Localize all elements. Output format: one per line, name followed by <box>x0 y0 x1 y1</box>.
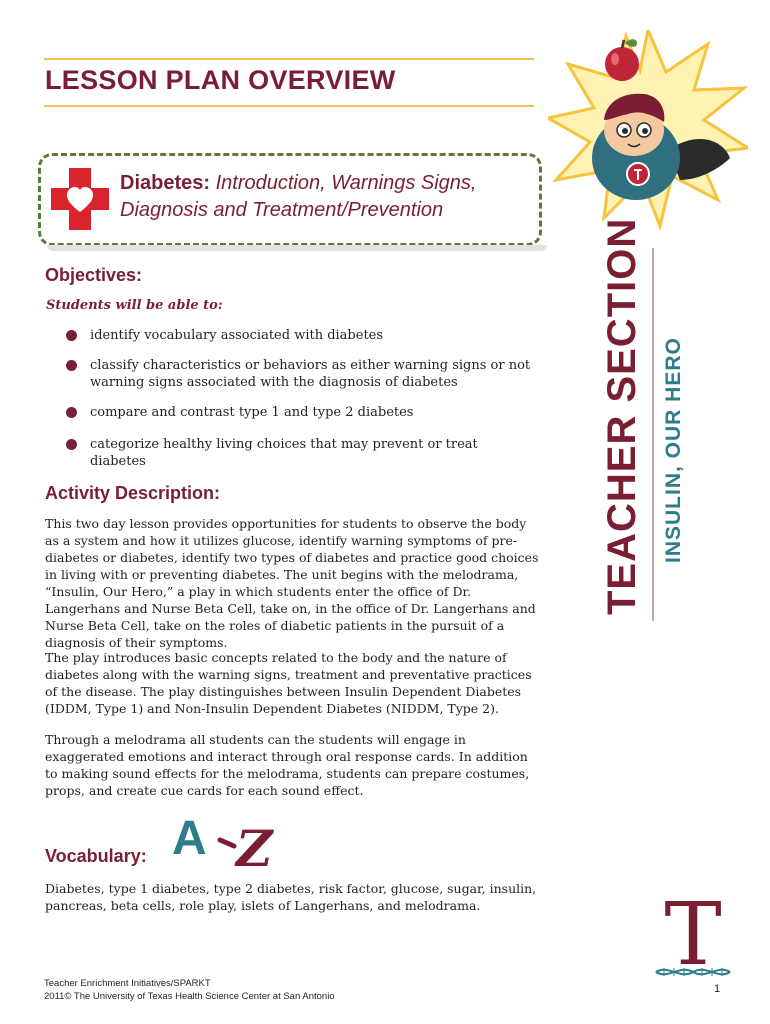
objectives-lead: Students will be able to: <box>46 298 223 313</box>
objective-text: categorize healthy living choices that may prevent or treat diabetes <box>90 437 478 469</box>
footer-line-2: 2011© The University of Texas Health Science Center at San Antonio <box>44 991 335 1002</box>
list-item <box>66 436 536 470</box>
vocabulary-text: Diabetes, type 1 diabetes, type 2 diabetes, risk factor, glucose, sugar, insulin, pancreas, beta cells, role play, islets of Langerhans, and melodrama. <box>45 881 537 913</box>
list-item <box>66 327 536 344</box>
activity-paragraph-1: This two day lesson provides opportunities for students to observe the body as a system and how it utilizes glucose, identify warning symptoms of pre-diabetes or diabetes, identify two types of diabetes and practice good choices in living with or preventing diabetes. The unit begins with the melodrama, “Insulin, Our Hero,” a play in which students enter the office of Dr. Langerhans and Nurse Beta Cell, take on, in the office of Dr. Langerhans and Nurse Beta Cell, take on the roles of diabetic patients in the pursuit of a diagnosis of their symptoms. <box>45 516 539 650</box>
bullet-icon <box>66 407 77 418</box>
topic-title-bold: Diabetes: <box>120 172 211 194</box>
activity-paragraph-3: Through a melodrama all students can the students will engage in exaggerated emotions and interact through oral response cards. In addition to making sound effects for the melodrama, students can prepare costumes, props, and create cue cards for each sound effect. <box>45 732 530 798</box>
vocabulary-heading: Vocabulary: <box>45 846 147 866</box>
objectives-list <box>66 327 536 470</box>
objective-text: classify characteristics or behaviors as either warning signs or not warning signs associated with the diagnosis of diabetes <box>90 358 531 390</box>
objective-text: identify vocabulary associated with diabetes <box>90 328 384 343</box>
az-dash <box>220 840 234 846</box>
list-item <box>66 357 536 391</box>
insulin-hero-mascot <box>548 30 748 230</box>
a-to-z-graphic <box>170 810 290 870</box>
objective-text: compare and contrast type 1 and type 2 diabetes <box>90 405 414 420</box>
bullet-icon <box>66 330 77 341</box>
page-number: 1 <box>714 983 721 995</box>
page-title: LESSON PLAN OVERVIEW <box>45 65 396 95</box>
side-divider <box>652 248 654 621</box>
header-rule-top <box>44 58 534 60</box>
header-rule-bottom <box>44 105 534 107</box>
bullet-icon <box>66 360 77 371</box>
footer-line-1: Teacher Enrichment Initiatives/SPARKT <box>44 978 211 989</box>
activity-paragraph-2: The play introduces basic concepts related to the body and the nature of diabetes along with the warning signs, treatment and preventative practices of the disease. The play distinguishes between Insulin Dependent Diabetes (IDDM, Type 1) and Non-Insulin Dependent Diabetes (NIDDM, Type 2). <box>45 650 532 716</box>
red-cross-heart-icon <box>51 168 109 230</box>
topic-title-line2: Diagnosis and Treatment/Prevention <box>120 199 444 221</box>
t-logo-letter: T <box>664 890 722 985</box>
footer <box>44 977 335 1003</box>
apple-icon <box>605 39 639 81</box>
topic-title <box>120 170 476 224</box>
unit-subtitle: INSULIN, OUR HERO <box>662 337 685 563</box>
az-letter-z: Z <box>236 819 273 870</box>
az-letter-a: A <box>172 812 207 865</box>
objectives-heading: Objectives: <box>45 265 143 285</box>
teacher-section-label: TEACHER SECTION <box>600 217 644 615</box>
list-item <box>66 404 536 421</box>
teacher-t-logo <box>648 890 738 985</box>
bullet-icon <box>66 439 77 450</box>
activity-heading: Activity Description: <box>45 483 221 503</box>
topic-title-line1: Introduction, Warnings Signs, <box>215 172 477 194</box>
